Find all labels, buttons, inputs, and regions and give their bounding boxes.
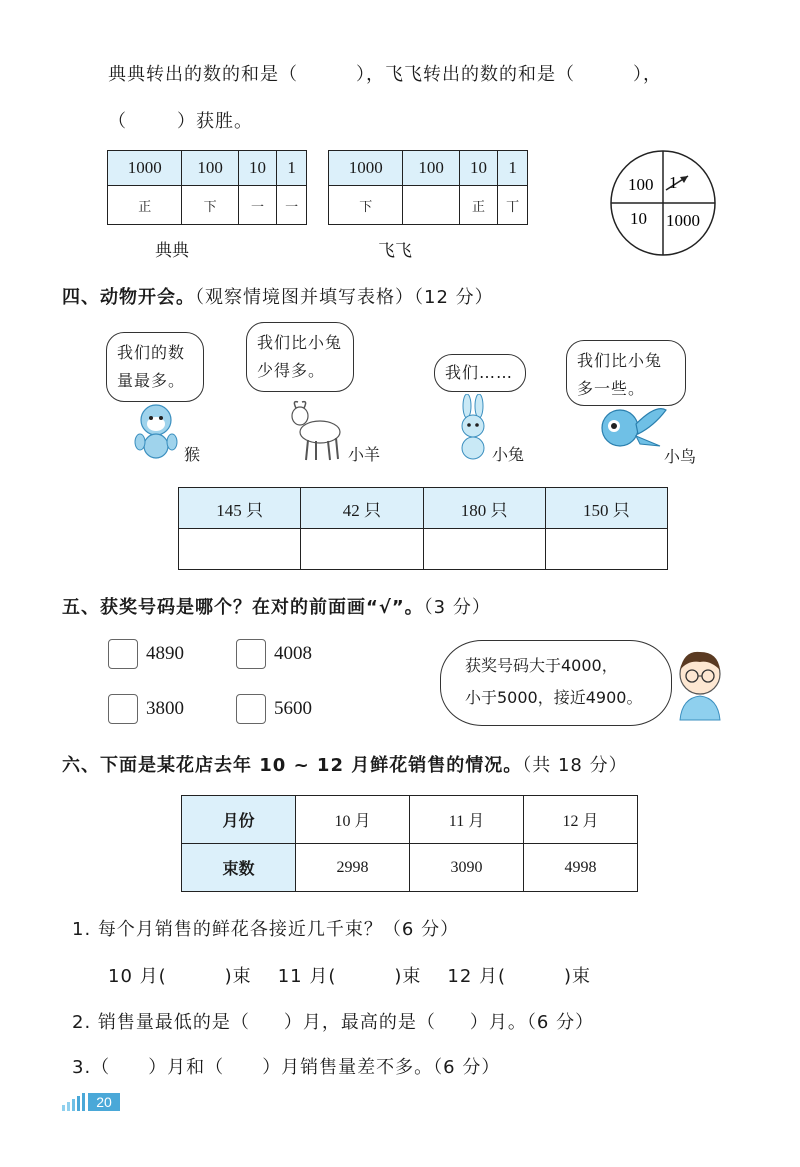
header-cell: 10 xyxy=(238,151,276,186)
count-cell: 145 只 xyxy=(179,488,301,529)
question-1: 1. 每个月销售的鲜花各接近几千束？（6 分） xyxy=(72,919,460,940)
monkey-icon xyxy=(128,402,184,462)
animal-label-bird: 小鸟 xyxy=(664,447,697,466)
tally-table-dian xyxy=(107,150,307,225)
animal-label-rabbit: 小兔 xyxy=(492,445,525,464)
header-cell: 10 xyxy=(459,151,497,186)
spinner-label: 10 xyxy=(630,209,647,228)
header-cell: 100 xyxy=(182,151,238,186)
tally-mark: 丅 xyxy=(498,186,528,225)
tally-name-fei: 飞飞 xyxy=(378,241,412,261)
hint-bubble: 获奖号码大于4000， 小于5000，接近4900。 xyxy=(440,640,672,726)
page-number: 20 xyxy=(88,1093,120,1111)
month-cell: 11 月 xyxy=(410,796,524,844)
question-line-1: 典典转出的数的和是（ ），飞飞转出的数的和是（ ）， xyxy=(108,64,662,85)
option-label: 5600 xyxy=(274,698,312,719)
value-cell: 4998 xyxy=(524,844,638,892)
spinner-label: 100 xyxy=(628,175,654,194)
value-cell: 2998 xyxy=(296,844,410,892)
speech-bubble-bird: 我们比小兔多一些。 xyxy=(566,340,686,406)
tally-mark xyxy=(403,186,459,225)
count-cell: 42 只 xyxy=(301,488,423,529)
speech-bubble-goat: 我们比小兔少得多。 xyxy=(246,322,354,392)
header-cell: 1000 xyxy=(329,151,403,186)
option-checkbox[interactable] xyxy=(236,639,266,669)
question-line-2: （ ）获胜。 xyxy=(108,111,253,132)
section-6-title: 六、下面是某花店去年 10 ~ 12 月鲜花销售的情况。（共 18 分） xyxy=(62,755,628,776)
row-label: 月份 xyxy=(182,796,296,844)
section-5-title: 五、获奖号码是哪个？在对的前面画“√”。（3 分） xyxy=(62,597,491,618)
question-2: 2. 销售量最低的是（ ）月，最高的是（ ）月。（6 分） xyxy=(72,1012,595,1033)
answer-cell[interactable] xyxy=(545,529,667,570)
header-cell: 1 xyxy=(498,151,528,186)
spinner-wheel xyxy=(608,148,718,258)
header-cell: 1000 xyxy=(108,151,182,186)
option-checkbox[interactable] xyxy=(108,694,138,724)
value-cell: 3090 xyxy=(410,844,524,892)
header-cell: 100 xyxy=(403,151,459,186)
tally-mark: 一 xyxy=(277,186,307,225)
tally-table-fei xyxy=(328,150,528,225)
boy-icon xyxy=(670,646,730,722)
row-label: 束数 xyxy=(182,844,296,892)
month-cell: 12 月 xyxy=(524,796,638,844)
speech-bubble-monkey: 我们的数量最多。 xyxy=(106,332,204,402)
animal-label-monkey: 猴 xyxy=(184,445,201,464)
animal-label-goat: 小羊 xyxy=(348,445,381,464)
month-cell: 10 月 xyxy=(296,796,410,844)
animal-count-table xyxy=(178,487,668,570)
option-label: 4008 xyxy=(274,643,312,664)
answer-cell[interactable] xyxy=(423,529,545,570)
option-label: 3800 xyxy=(146,698,184,719)
count-cell: 150 只 xyxy=(545,488,667,529)
tally-name-dian: 典典 xyxy=(155,241,189,261)
tally-mark: 下 xyxy=(182,186,238,225)
header-cell: 1 xyxy=(277,151,307,186)
count-cell: 180 只 xyxy=(423,488,545,529)
tally-mark: 一 xyxy=(238,186,276,225)
answer-cell[interactable] xyxy=(179,529,301,570)
question-3: 3.（ ）月和（ ）月销售量差不多。（6 分） xyxy=(72,1057,501,1078)
tally-mark: 下 xyxy=(329,186,403,225)
bird-icon xyxy=(596,402,668,452)
tally-mark: 正 xyxy=(108,186,182,225)
page-number-bar xyxy=(62,1093,122,1111)
answer-cell[interactable] xyxy=(301,529,423,570)
rabbit-icon xyxy=(452,394,494,462)
spinner-label: 1 xyxy=(669,173,678,192)
question-1-fill: 10 月( )束 11 月( )束 12 月( )束 xyxy=(108,966,592,987)
option-label: 4890 xyxy=(146,643,184,664)
option-checkbox[interactable] xyxy=(108,639,138,669)
option-checkbox[interactable] xyxy=(236,694,266,724)
tally-mark: 正 xyxy=(459,186,497,225)
flower-sales-table xyxy=(181,795,638,892)
goat-icon xyxy=(284,398,348,464)
speech-bubble-rabbit: 我们…… xyxy=(434,354,526,392)
spinner-label: 1000 xyxy=(666,211,700,230)
section-4-title: 四、动物开会。（观察情境图并填写表格）（12 分） xyxy=(62,287,494,308)
